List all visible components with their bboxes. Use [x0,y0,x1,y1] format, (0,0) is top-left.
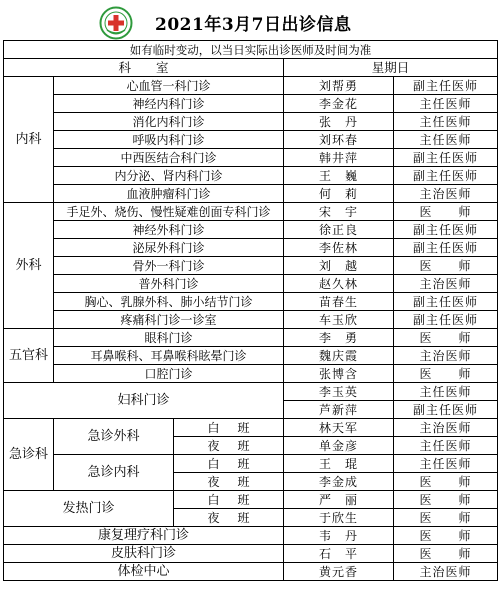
title-cell: 副主任医师 [394,77,498,95]
doctor-cell: 刘环春 [284,131,394,149]
doctor-cell: 黄元香 [284,563,394,581]
title-cell: 主治医师 [394,563,498,581]
department-cell: 血液肿瘤科门诊 [54,185,284,203]
doctor-cell: 芦新萍 [284,401,394,419]
table-row [4,545,498,563]
table-row [4,329,498,347]
title-cell: 副主任医师 [394,149,498,167]
title-cell: 副主任医师 [394,311,498,329]
doctor-cell: 李玉英 [284,383,394,401]
department-cell: 皮肤科门诊 [4,545,284,563]
doctor-cell: 李金成 [284,473,394,491]
doctor-cell: 于欣生 [284,509,394,527]
table-row [4,563,498,581]
day-shift-label: 白班 [174,491,284,509]
title-cell: 医 师 [394,491,498,509]
doctor-cell: 张博含 [284,365,394,383]
table-row [4,311,498,329]
header [3,2,497,40]
department-cell: 中西医结合科门诊 [54,149,284,167]
title-cell: 主任医师 [394,455,498,473]
doctor-cell: 李佐林 [284,239,394,257]
category-ent: 五官科 [4,329,54,383]
department-cell: 内分泌、肾内科门诊 [54,167,284,185]
notice-row [4,41,498,59]
doctor-cell: 刘帮勇 [284,77,394,95]
table-row [4,455,498,473]
title-cell: 医 师 [394,203,498,221]
title-cell: 副主任医师 [394,401,498,419]
emergency-surgery-label: 急诊外科 [54,419,174,455]
doctor-cell: 车玉欣 [284,311,394,329]
table-row [4,185,498,203]
doctor-cell: 单金彦 [284,437,394,455]
title-cell: 医 师 [394,509,498,527]
title-cell: 副主任医师 [394,239,498,257]
doctor-cell: 林天军 [284,419,394,437]
title-cell: 医 师 [394,257,498,275]
day-shift-label: 白班 [174,455,284,473]
table-row [4,167,498,185]
table-row [4,527,498,545]
title-cell: 主治医师 [394,347,498,365]
table-row [4,131,498,149]
emergency-medicine-label: 急诊内科 [54,455,174,491]
category-internal: 内科 [4,77,54,203]
table-row [4,221,498,239]
department-gynecology: 妇科门诊 [4,383,284,419]
doctor-cell: 宋 宇 [284,203,394,221]
table-row [4,419,498,437]
doctor-cell: 苗春生 [284,293,394,311]
doctor-cell: 韩井萍 [284,149,394,167]
table-row [4,113,498,131]
department-cell: 手足外、烧伤、慢性疑难创面专科门诊 [54,203,284,221]
department-cell: 神经外科门诊 [54,221,284,239]
table-row [4,257,498,275]
table-row [4,95,498,113]
doctor-cell: 王 巍 [284,167,394,185]
page-title: 2021年3月7日出诊信息 [155,15,352,35]
notice-text: 如有临时变动，以当日实际出诊医师及时间为准 [4,41,498,59]
doctor-cell: 李金花 [284,95,394,113]
table-row [4,383,498,401]
title-cell: 主任医师 [394,95,498,113]
doctor-cell: 徐正良 [284,221,394,239]
department-header: 科 室 [4,59,284,77]
doctor-cell: 李 勇 [284,329,394,347]
doctor-cell: 王 琨 [284,455,394,473]
table-row [4,365,498,383]
table-row [4,239,498,257]
table-row [4,149,498,167]
department-cell: 口腔门诊 [54,365,284,383]
title-cell: 医 师 [394,527,498,545]
night-shift-label: 夜班 [174,437,284,455]
title-cell: 主任医师 [394,437,498,455]
title-cell: 主任医师 [394,383,498,401]
doctor-cell: 石 平 [284,545,394,563]
department-cell: 体检中心 [4,563,284,581]
title-cell: 主任医师 [394,113,498,131]
night-shift-label: 夜班 [174,473,284,491]
table-row [4,491,498,509]
table-row [4,77,498,95]
title-cell: 主治医师 [394,275,498,293]
doctor-cell: 严 丽 [284,491,394,509]
doctor-cell: 魏庆霞 [284,347,394,365]
doctor-cell: 韦 丹 [284,527,394,545]
title-cell: 医 师 [394,473,498,491]
header-row [4,59,498,77]
table-row [4,203,498,221]
department-cell: 疼痛科门诊一诊室 [54,311,284,329]
title-cell: 副主任医师 [394,167,498,185]
day-shift-label: 白班 [174,419,284,437]
title-cell: 副主任医师 [394,293,498,311]
table-row [4,275,498,293]
category-surgery: 外科 [4,203,54,329]
schedule-table [3,40,498,581]
fever-clinic-label: 发热门诊 [4,491,174,527]
title-cell: 医 师 [394,545,498,563]
title-cell: 主治医师 [394,419,498,437]
department-cell: 呼吸内科门诊 [54,131,284,149]
department-cell: 胸心、乳腺外科、肺小结节门诊 [54,293,284,311]
department-cell: 普外科门诊 [54,275,284,293]
department-cell: 康复理疗科门诊 [4,527,284,545]
department-cell: 心血管一科门诊 [54,77,284,95]
title-cell: 医 师 [394,365,498,383]
department-cell: 消化内科门诊 [54,113,284,131]
doctor-cell: 何 莉 [284,185,394,203]
title-cell: 主治医师 [394,185,498,203]
doctor-cell: 张 丹 [284,113,394,131]
table-row [4,347,498,365]
doctor-cell: 刘 越 [284,257,394,275]
department-cell: 眼科门诊 [54,329,284,347]
title-cell: 副主任医师 [394,221,498,239]
department-cell: 骨外一科门诊 [54,257,284,275]
hospital-logo-icon [99,6,133,40]
date-header: 星期日 [284,59,498,77]
title-cell: 医 师 [394,329,498,347]
night-shift-label: 夜班 [174,509,284,527]
table-row [4,293,498,311]
title-cell: 主任医师 [394,131,498,149]
category-emergency: 急诊科 [4,419,54,491]
department-cell: 泌尿外科门诊 [54,239,284,257]
doctor-cell: 赵久林 [284,275,394,293]
department-cell: 神经内科门诊 [54,95,284,113]
department-cell: 耳鼻喉科、耳鼻喉科眩晕门诊 [54,347,284,365]
